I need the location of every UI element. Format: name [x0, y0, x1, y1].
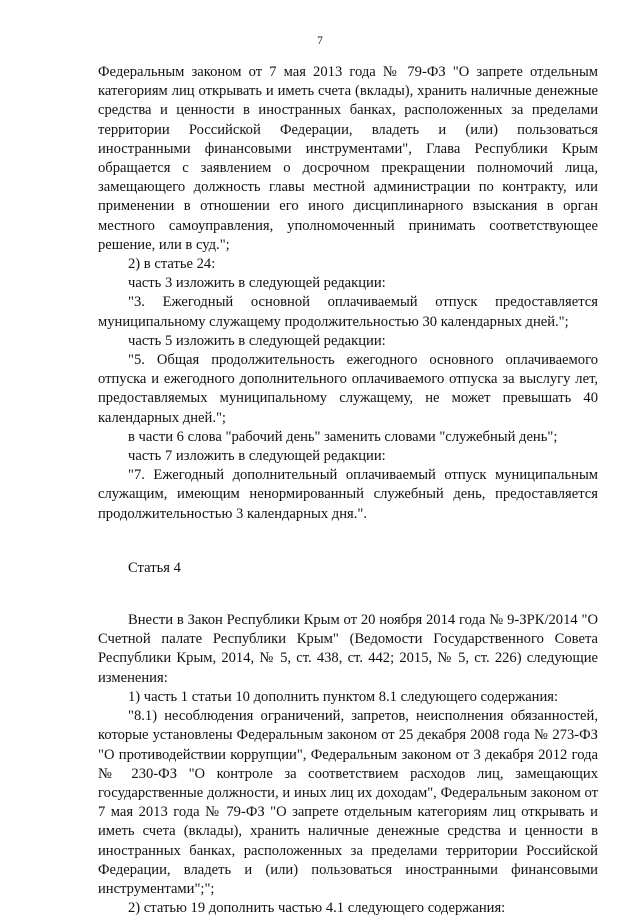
paragraph: 2) статью 19 дополнить частью 4.1 следующего содержания: [128, 900, 506, 917]
paragraph: 2) в статье 24: [128, 256, 216, 273]
article-heading: Статья 4 [128, 559, 181, 576]
paragraph: часть 5 изложить в следующей редакции: [128, 332, 386, 349]
paragraph: "7. Ежегодный дополнительный оплачиваемый отпуск муниципальным служащим, имеющим ненормированный служебный день, предоставляется продолжительностью 3 календарных дня.". [98, 467, 598, 522]
paragraph: "5. Общая продолжительность ежегодного основного оплачиваемого отпуска и ежегодного дополнительного оплачиваемого отпуска за выслугу лет, предоставляемых муниципальному служащему, не может превышать 40 календарных дней."; [98, 352, 598, 426]
paragraph: Внести в Закон Республики Крым от 20 ноября 2014 года № 9-ЗРК/2014 "О Счетной палате Республики Крым" (Ведомости Государственного Совета Республики Крым, 2014, № 5, ст. 438, ст. 442; 2015, № 5, ст. 226) следующие изменения: [98, 612, 598, 686]
paragraph: "3. Ежегодный основной оплачиваемый отпуск предоставляется муниципальному служащему продолжительностью 30 календарных дней."; [98, 294, 598, 330]
paragraph: часть 7 изложить в следующей редакции: [128, 448, 386, 465]
paragraph: часть 3 изложить в следующей редакции: [128, 275, 386, 292]
paragraph: Федеральным законом от 7 мая 2013 года № 79-ФЗ "О запрете отдельным категориям лиц открывать и иметь счета (вклады), хранить наличные денежные средства и ценности в иностранных банках, расположенных за пределами территории Российской Федерации, владеть и (или) пользоваться иностранными финансовыми инструментами", Глава Республики Крым обращается с заявлением о досрочном прекращении полномочий лица, замещающего должность главы местной администрации по контракту, или применении в отношении его иного дисциплинарного взыскания в орган местного самоуправления, уполномоченный принимать соответствующее решение, или в суд."; [98, 64, 598, 253]
paragraph: в части 6 слова "рабочий день" заменить словами "служебный день"; [128, 428, 558, 445]
document-body [98, 63, 598, 918]
paragraph: 1) часть 1 статьи 10 дополнить пунктом 8.1 следующего содержания: [128, 688, 559, 705]
paragraph: "8.1) несоблюдения ограничений, запретов, неисполнения обязанностей, которые установлены Федеральным законом от 25 декабря 2008 года № 273-ФЗ "О противодействии коррупции", Федеральным законом от 3 декабря 2012 года № 230-ФЗ "О контроле за соответствием расходов лиц, замещающих государственные должности, и иных лиц их доходам", Федеральным законом от 7 мая 2013 года № 79-ФЗ "О запрете отдельным категориям лиц открывать и иметь счета (вклады), хранить наличные денежные средства и ценности в иностранных банках, расположенных за пределами территории Российской Федерации, владеть и (или) пользоваться иностранными финансовыми инструментами";"; [98, 708, 598, 897]
page-number: 7 [317, 35, 323, 47]
